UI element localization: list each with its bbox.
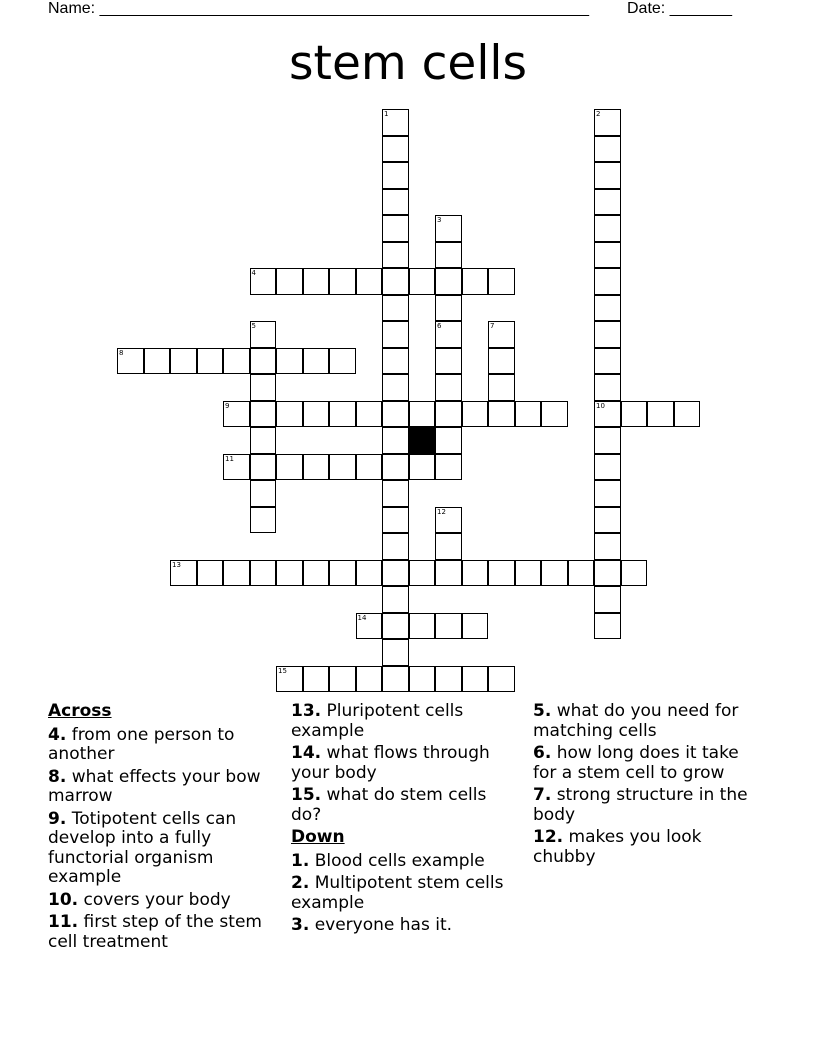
grid-cell[interactable] <box>462 666 489 693</box>
grid-cell[interactable] <box>435 321 462 348</box>
grid-cell[interactable] <box>356 666 383 693</box>
clue-number: 2 <box>596 110 601 118</box>
clue-item-text: everyone has it. <box>314 915 453 935</box>
grid-cell[interactable] <box>594 162 621 189</box>
clue-item <box>533 828 748 867</box>
grid-cell[interactable] <box>356 401 383 428</box>
grid-cell[interactable] <box>488 268 515 295</box>
clue-item-number: 2. <box>291 873 310 893</box>
grid-cell[interactable] <box>462 560 489 587</box>
grid-cell[interactable] <box>435 507 462 534</box>
clue-item <box>291 852 506 872</box>
clue-number: 12 <box>437 507 446 516</box>
clue-item-number: 13. <box>291 701 322 721</box>
grid-cell[interactable] <box>674 401 701 428</box>
clue-item-text: covers your body <box>83 889 231 910</box>
clue-item-number: 7. <box>533 785 552 805</box>
grid-cell[interactable] <box>382 401 409 428</box>
grid-cell[interactable] <box>356 454 383 481</box>
clue-item-text: makes you look chubby <box>533 827 702 867</box>
grid-cell[interactable] <box>250 401 277 428</box>
grid-cell[interactable] <box>488 321 515 348</box>
clue-item-number: 3. <box>291 915 310 935</box>
clue-item <box>291 874 506 913</box>
grid-cell[interactable] <box>594 401 621 428</box>
clue-item-text: Multipotent stem cells example <box>291 873 504 913</box>
grid-cell[interactable] <box>382 507 409 534</box>
grid-cell[interactable] <box>435 613 462 640</box>
page-title: stem cells <box>289 36 527 91</box>
grid-cell[interactable] <box>435 268 462 295</box>
grid-cell[interactable] <box>462 613 489 640</box>
grid-cell[interactable] <box>223 348 250 375</box>
clue-number: 10 <box>596 401 605 410</box>
grid-cell[interactable] <box>488 374 515 401</box>
clue-number: 3 <box>437 216 442 224</box>
grid-cell[interactable] <box>621 560 648 587</box>
clue-number: 4 <box>251 269 256 277</box>
across-clue-list-continued <box>291 702 506 825</box>
grid-cell[interactable] <box>382 480 409 507</box>
grid-cell[interactable] <box>435 560 462 587</box>
grid-cell[interactable] <box>223 401 250 428</box>
grid-cell[interactable] <box>250 454 277 481</box>
grid-cell[interactable] <box>197 560 224 587</box>
grid-cell[interactable] <box>170 560 197 587</box>
clue-item-number: 10. <box>48 889 79 910</box>
grid-cell[interactable] <box>462 401 489 428</box>
clue-item <box>48 726 263 765</box>
grid-cell[interactable] <box>382 586 409 613</box>
grid-cell[interactable] <box>382 374 409 401</box>
grid-cell[interactable] <box>276 268 303 295</box>
clue-item-number: 15. <box>291 785 322 805</box>
grid-cell[interactable] <box>382 348 409 375</box>
grid-cell[interactable] <box>329 666 356 693</box>
clue-item-number: 9. <box>48 808 67 829</box>
grid-cell[interactable] <box>250 348 277 375</box>
clue-number: 9 <box>225 401 230 410</box>
grid-cell[interactable] <box>223 560 250 587</box>
grid-cell[interactable] <box>409 454 436 481</box>
grid-cell[interactable] <box>382 321 409 348</box>
date-field-line[interactable]: Date: _______ <box>627 0 732 17</box>
across-heading: Across <box>48 701 112 721</box>
grid-cell[interactable] <box>409 560 436 587</box>
grid-cell[interactable] <box>594 268 621 295</box>
clue-column-3 <box>533 702 748 870</box>
grid-cell[interactable] <box>276 348 303 375</box>
grid-cell[interactable] <box>356 268 383 295</box>
grid-cell[interactable] <box>594 560 621 587</box>
name-field-line[interactable]: Name: _______________________________________________________ <box>48 0 589 17</box>
clue-item-number: 6. <box>533 743 552 763</box>
across-clue-list <box>48 726 263 953</box>
down-clue-list-continued <box>533 702 748 867</box>
clue-column-2 <box>291 702 506 939</box>
grid-cell[interactable] <box>223 454 250 481</box>
clue-item-text: what flows through your body <box>291 743 490 783</box>
clue-item <box>291 786 506 825</box>
grid-cell[interactable] <box>356 613 383 640</box>
grid-cell[interactable] <box>568 560 595 587</box>
grid-cell[interactable] <box>647 401 674 428</box>
grid-cell[interactable] <box>594 480 621 507</box>
grid-cell[interactable] <box>541 560 568 587</box>
grid-cell[interactable] <box>488 560 515 587</box>
grid-cell[interactable] <box>488 348 515 375</box>
clue-item-text: Blood cells example <box>314 850 485 871</box>
clue-item-text: from one person to another <box>48 724 235 764</box>
clue-item-number: 11. <box>48 912 79 932</box>
clue-item-text: what do stem cells do? <box>291 785 487 825</box>
grid-cell[interactable] <box>303 268 330 295</box>
grid-cell[interactable] <box>594 295 621 322</box>
grid-cell[interactable] <box>276 666 303 693</box>
grid-cell[interactable] <box>276 454 303 481</box>
grid-cell[interactable] <box>329 454 356 481</box>
grid-cell[interactable] <box>435 215 462 242</box>
clue-item <box>48 913 263 952</box>
grid-cell[interactable] <box>594 136 621 163</box>
grid-cell[interactable] <box>435 427 462 454</box>
clue-item-text: Pluripotent cells example <box>291 701 464 741</box>
clue-item-number: 1. <box>291 850 310 871</box>
grid-cell[interactable] <box>329 268 356 295</box>
grid-cell[interactable] <box>594 454 621 481</box>
black-cell <box>409 427 436 454</box>
clue-item-number: 4. <box>48 724 67 745</box>
grid-cell[interactable] <box>356 560 383 587</box>
grid-cell[interactable] <box>594 613 621 640</box>
grid-cell[interactable] <box>382 639 409 666</box>
grid-cell[interactable] <box>435 401 462 428</box>
grid-cell[interactable] <box>329 560 356 587</box>
grid-cell[interactable] <box>435 454 462 481</box>
grid-cell[interactable] <box>382 268 409 295</box>
clue-item <box>48 768 263 807</box>
clue-number: 15 <box>278 666 287 675</box>
grid-cell[interactable] <box>250 480 277 507</box>
clue-number: 6 <box>437 322 442 330</box>
grid-cell[interactable] <box>382 427 409 454</box>
grid-cell[interactable] <box>382 613 409 640</box>
grid-cell[interactable] <box>382 454 409 481</box>
grid-cell[interactable] <box>409 613 436 640</box>
grid-cell[interactable] <box>435 666 462 693</box>
clue-item-number: 14. <box>291 743 322 763</box>
clue-item-text: how long does it take for a stem cell to grow <box>533 743 739 783</box>
grid-cell[interactable] <box>303 560 330 587</box>
clue-item-text: strong structure in the body <box>533 785 748 825</box>
clue-item <box>291 744 506 783</box>
grid-cell[interactable] <box>117 348 144 375</box>
clue-number: 8 <box>119 348 124 357</box>
down-clue-list <box>291 852 506 936</box>
grid-cell[interactable] <box>462 268 489 295</box>
grid-cell[interactable] <box>250 560 277 587</box>
grid-cell[interactable] <box>250 374 277 401</box>
clue-item <box>533 744 748 783</box>
grid-cell[interactable] <box>303 401 330 428</box>
grid-cell[interactable] <box>382 295 409 322</box>
clue-number: 13 <box>172 560 181 569</box>
clue-number: 1 <box>384 110 389 118</box>
clue-item <box>533 786 748 825</box>
clue-item-text: first step of the stem cell treatment <box>48 912 262 952</box>
grid-cell[interactable] <box>488 666 515 693</box>
clue-item <box>48 810 263 888</box>
grid-cell[interactable] <box>594 109 621 136</box>
grid-cell[interactable] <box>594 374 621 401</box>
grid-cell[interactable] <box>382 136 409 163</box>
grid-cell[interactable] <box>594 348 621 375</box>
grid-cell[interactable] <box>197 348 224 375</box>
clue-item <box>48 891 263 911</box>
grid-cell[interactable] <box>435 374 462 401</box>
grid-cell[interactable] <box>250 321 277 348</box>
grid-cell[interactable] <box>594 215 621 242</box>
grid-cell[interactable] <box>488 401 515 428</box>
grid-cell[interactable] <box>594 586 621 613</box>
grid-cell[interactable] <box>276 560 303 587</box>
grid-cell[interactable] <box>435 295 462 322</box>
grid-cell[interactable] <box>594 507 621 534</box>
grid-cell[interactable] <box>621 401 648 428</box>
grid-cell[interactable] <box>435 533 462 560</box>
grid-cell[interactable] <box>515 401 542 428</box>
clue-item <box>291 916 506 936</box>
grid-cell[interactable] <box>594 427 621 454</box>
clue-item-number: 12. <box>533 827 564 847</box>
clue-number: 11 <box>225 454 234 463</box>
grid-cell[interactable] <box>409 401 436 428</box>
grid-cell[interactable] <box>435 348 462 375</box>
clue-item-number: 8. <box>48 766 67 787</box>
grid-cell[interactable] <box>382 162 409 189</box>
grid-cell[interactable] <box>409 268 436 295</box>
grid-cell[interactable] <box>594 533 621 560</box>
clue-item-number: 5. <box>533 701 552 721</box>
grid-cell[interactable] <box>303 348 330 375</box>
grid-cell[interactable] <box>329 348 356 375</box>
grid-cell[interactable] <box>594 321 621 348</box>
grid-cell[interactable] <box>303 454 330 481</box>
grid-cell[interactable] <box>435 242 462 269</box>
grid-cell[interactable] <box>382 189 409 216</box>
grid-cell[interactable] <box>382 242 409 269</box>
grid-cell[interactable] <box>594 242 621 269</box>
grid-cell[interactable] <box>382 109 409 136</box>
grid-cell[interactable] <box>541 401 568 428</box>
clue-item <box>291 702 506 741</box>
clue-item-text: what do you need for matching cells <box>533 701 739 741</box>
clue-number: 14 <box>357 613 367 622</box>
grid-cell[interactable] <box>382 666 409 693</box>
grid-cell[interactable] <box>382 560 409 587</box>
clue-item-text: what effects your bow marrow <box>48 766 261 806</box>
grid-cell[interactable] <box>303 666 330 693</box>
grid-cell[interactable] <box>276 401 303 428</box>
clue-column-1 <box>48 702 263 955</box>
grid-cell[interactable] <box>382 215 409 242</box>
clue-number: 5 <box>251 322 256 330</box>
grid-cell[interactable] <box>329 401 356 428</box>
clue-item-text: Totipotent cells can develop into a fully functorial organism example <box>48 808 237 887</box>
grid-cell[interactable] <box>170 348 197 375</box>
clue-number: 7 <box>490 322 495 330</box>
down-heading: Down <box>291 827 345 847</box>
grid-cell[interactable] <box>144 348 171 375</box>
grid-cell[interactable] <box>409 666 436 693</box>
grid-cell[interactable] <box>250 268 277 295</box>
clue-item <box>533 702 748 741</box>
grid-cell[interactable] <box>382 533 409 560</box>
grid-cell[interactable] <box>594 189 621 216</box>
grid-cell[interactable] <box>250 427 277 454</box>
grid-cell[interactable] <box>515 560 542 587</box>
grid-cell[interactable] <box>250 507 277 534</box>
